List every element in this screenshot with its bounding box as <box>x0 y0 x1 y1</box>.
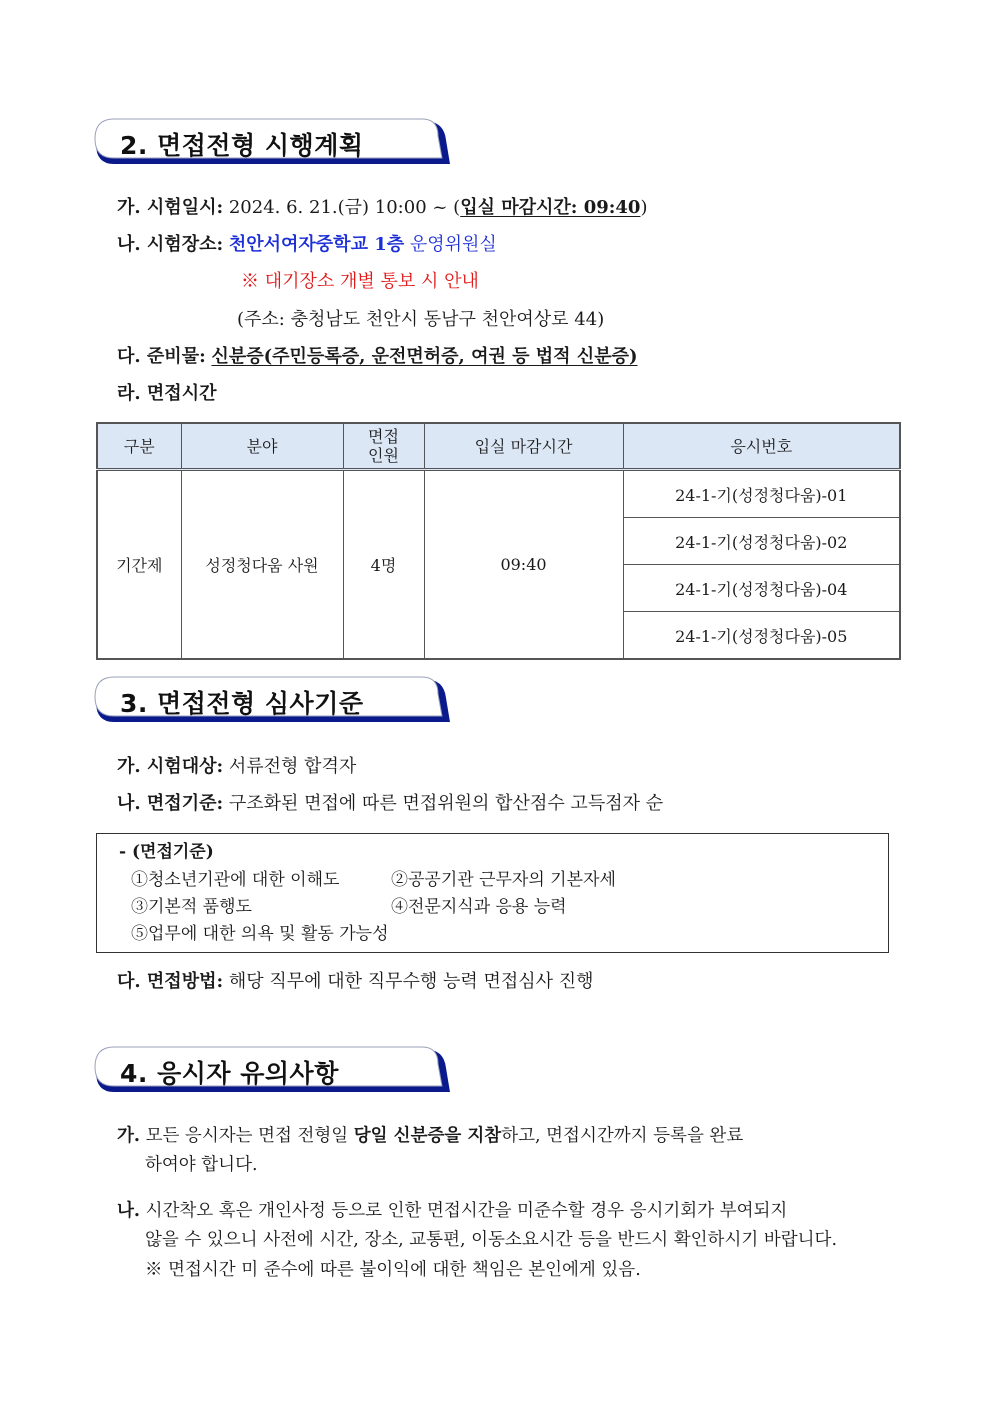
interview-method-line <box>117 970 594 994</box>
notice-ga-bold: 당일 신분증을 지참 <box>353 1126 502 1146</box>
cell-exam-no: 24-1-기(성정청다움)-04 <box>623 565 900 612</box>
table-header-row <box>97 423 900 470</box>
notice-na-line3: ※ 면접시간 미 준수에 따른 불이익에 대한 책임은 본인에게 있음. <box>145 1260 641 1280</box>
notice-ga-text2: 하고, 면접시간까지 등록을 완료 <box>501 1126 744 1146</box>
header-deadline: 입실 마감시간 <box>424 423 623 470</box>
cell-deadline: 09:40 <box>424 470 623 660</box>
notice-na-line1 <box>117 1197 787 1226</box>
criteria-box <box>96 833 889 953</box>
exam-address: (주소: 충청남도 천안시 동남구 천안여상로 44) <box>237 309 605 330</box>
cell-category: 기간제 <box>97 470 181 660</box>
header-count <box>343 423 424 470</box>
supplies-label: 다. 준비물: <box>117 346 206 367</box>
interview-time-label: 라. 면접시간 <box>117 383 217 404</box>
supplies-line <box>117 345 638 369</box>
criteria-item: ②공공기관 근무자의 기본자세 <box>391 870 616 890</box>
exam-place-label: 나. 시험장소: <box>117 234 224 255</box>
exam-date-text: 2024. 6. 21.(금) 10:00 ~ ( <box>223 197 461 218</box>
interview-criteria-label: 나. 면접기준: <box>117 793 224 814</box>
criteria-title: - (면접기준) <box>119 842 214 862</box>
supplies-text: 신분증(주민등록증, 운전면허증, 여권 등 법적 신분증) <box>211 346 638 367</box>
section-3-banner <box>94 676 450 724</box>
exam-place-school: 천안서여자중학교 1층 <box>228 234 405 255</box>
interview-method-label: 다. 면접방법: <box>117 971 224 992</box>
exam-date-label: 가. 시험일시: <box>117 197 224 218</box>
entry-deadline: 입실 마감시간: 09:40 <box>460 197 641 218</box>
section-3-title: 3. 면접전형 심사기준 <box>120 689 364 718</box>
interview-method-text: 해당 직무에 대한 직무수행 능력 면접심사 진행 <box>223 971 594 992</box>
exam-place-line <box>117 233 497 257</box>
notice-ga-text1: 모든 응시자는 면접 전형일 <box>140 1126 354 1146</box>
criteria-item: ①청소년기관에 대한 이해도 <box>131 870 340 890</box>
criteria-item: ③기본적 품행도 <box>131 897 252 917</box>
header-category: 구분 <box>97 423 181 470</box>
notice-na-line2: 않을 수 있으니 사전에 시간, 장소, 교통편, 이동소요시간 등을 반드시 확인하시기 바랍니다. <box>145 1230 838 1250</box>
criteria-item: ⑤업무에 대한 의욕 및 활동 가능성 <box>131 924 389 944</box>
section-2-title: 2. 면접전형 시행계획 <box>120 131 364 160</box>
cell-exam-no: 24-1-기(성정청다움)-05 <box>623 612 900 660</box>
section-4-banner <box>94 1046 450 1094</box>
header-field: 분야 <box>181 423 343 470</box>
exam-date-line <box>117 196 647 220</box>
notice-na-label: 나. <box>117 1201 140 1221</box>
section-2-banner <box>94 118 450 166</box>
waiting-room-notice: ※ 대기장소 개별 통보 시 안내 <box>241 271 479 292</box>
notice-ga-line2: 하여야 합니다. <box>145 1155 258 1175</box>
table-row <box>97 470 900 518</box>
cell-exam-no: 24-1-기(성정청다움)-01 <box>623 470 900 518</box>
header-count-line2: 인원 <box>368 446 399 465</box>
cell-count: 4명 <box>343 470 424 660</box>
exam-date-close: ) <box>640 197 648 218</box>
exam-target-label: 가. 시험대상: <box>117 756 224 777</box>
exam-place-room: 운영위원실 <box>404 234 497 255</box>
criteria-item: ④전문지식과 응용 능력 <box>391 897 567 917</box>
header-count-line1: 면접 <box>368 427 399 446</box>
exam-target-text: 서류전형 합격자 <box>223 756 357 777</box>
section-4-title: 4. 응시자 유의사항 <box>120 1059 339 1088</box>
notice-ga-label: 가. <box>117 1126 140 1146</box>
notice-na-text1: 시간착오 혹은 개인사정 등으로 인한 면접시간을 미준수할 경우 응시기회가 부여되지 <box>140 1201 788 1221</box>
notice-ga-line1 <box>117 1122 743 1151</box>
interview-schedule-table <box>96 422 901 660</box>
interview-criteria-line <box>117 792 663 816</box>
exam-target-line <box>117 755 356 779</box>
interview-criteria-text: 구조화된 면접에 따른 면접위원의 합산점수 고득점자 순 <box>223 793 664 814</box>
cell-exam-no: 24-1-기(성정청다움)-02 <box>623 518 900 565</box>
header-exam-no: 응시번호 <box>623 423 900 470</box>
cell-field: 성정청다움 사원 <box>181 470 343 660</box>
